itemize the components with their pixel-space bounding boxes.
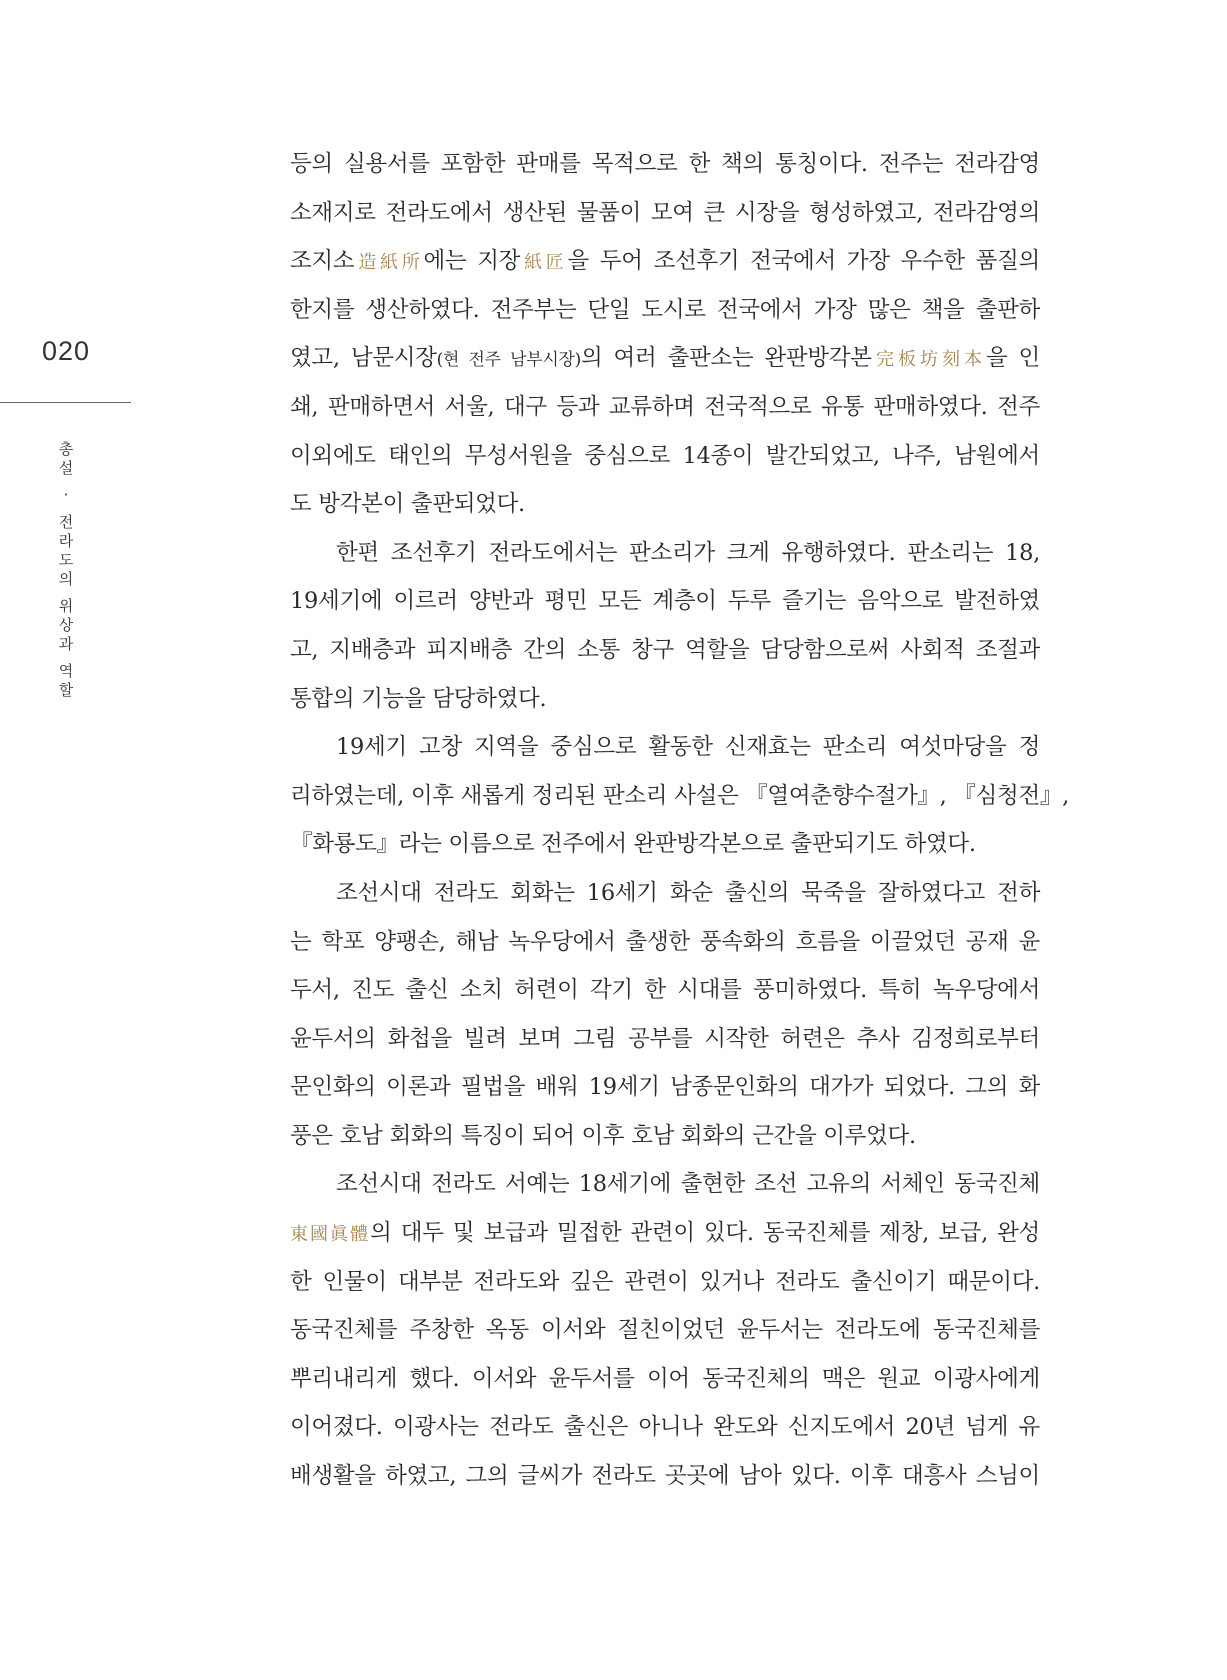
hanja-annotation: 完板坊刻本: [871, 349, 986, 371]
text-line: 문인화의 이론과 필법을 배워 19세기 남종문인화의 대가가 되었다. 그의 화: [290, 1074, 1040, 1101]
text-line: 한 인물이 대부분 전라도와 깊은 관련이 있거나 전라도 출신이기 때문이다.: [290, 1268, 1040, 1295]
text-line: 조지소造紙所에는 지장紙匠을 두어 조선후기 전국에서 가장 우수한 품질의: [290, 248, 1040, 275]
text-line: 東國眞體의 대두 및 보급과 밀접한 관련이 있다. 동국진체를 제창, 보급, 완성: [290, 1220, 1040, 1247]
running-head-char: [56, 505, 76, 513]
running-head-char: [56, 478, 76, 486]
text-line: 소재지로 전라도에서 생산된 물품이 모여 큰 시장을 형성하였고, 전라감영의: [290, 199, 1040, 226]
running-head-char: 총: [58, 440, 74, 458]
text-line: 풍은 호남 회화의 특징이 되어 이후 호남 회화의 근간을 이루었다.: [290, 1122, 916, 1149]
paragraph-first-line: 19세기 고창 지역을 중심으로 활동한 신재효는 판소리 여섯마당을 정: [336, 734, 1040, 761]
text-line: 동국진체를 주창한 옥동 이서와 절친이었던 윤두서는 전라도에 동국진체를: [290, 1317, 1040, 1344]
running-head-char: 도: [58, 551, 74, 569]
text-line: 쇄, 판매하면서 서울, 대구 등과 교류하며 전국적으로 유통 판매하였다. 전주: [290, 393, 1040, 420]
running-head-char: 역: [58, 662, 74, 680]
parenthetical-note: (현 전주 남부시장): [436, 350, 581, 371]
running-head-char: [56, 589, 76, 597]
text-line: 19세기에 이르러 양반과 평민 모든 계층이 두루 즐기는 음악으로 발전하였: [290, 588, 1040, 615]
text-line: 이외에도 태인의 무성서원을 중심으로 14종이 발간되었고, 나주, 남원에서: [290, 442, 1040, 469]
paragraph-first-line: 한편 조선후기 전라도에서는 판소리가 크게 유행하였다. 판소리는 18,: [336, 539, 1040, 566]
paragraph-first-line: 등의 실용서를 포함한 판매를 목적으로 한 책의 통칭이다. 전주는 전라감영: [290, 151, 1040, 177]
hanja-annotation: 造紙所: [354, 252, 424, 274]
text-line: 도 방각본이 출판되었다.: [290, 491, 525, 518]
text-line: 배생활을 하였고, 그의 글씨가 전라도 곳곳에 남아 있다. 이후 대흥사 스님이: [290, 1463, 1040, 1490]
page-number: 020: [42, 336, 91, 366]
running-head-char: ·: [63, 486, 69, 504]
running-head-char: 설: [58, 459, 74, 477]
running-head-char: 위: [58, 597, 74, 615]
text-line: 이어졌다. 이광사는 전라도 출신은 아니나 완도와 신지도에서 20년 넘게 유: [290, 1414, 1040, 1441]
paragraph-first-line: 조선시대 전라도 회화는 16세기 화순 출신의 묵죽을 잘하였다고 전하: [336, 879, 1040, 906]
running-head-char: 의: [58, 570, 74, 588]
text-line: 였고, 남문시장(현 전주 남부시장)의 여러 출판소는 완판방각본完板坊刻本을 인: [290, 345, 1040, 372]
text-line: 는 학포 양팽손, 해남 녹우당에서 출생한 풍속화의 흐름을 이끌었던 공재 윤: [290, 928, 1040, 955]
text-line: 한지를 생산하였다. 전주부는 단일 도시로 전국에서 가장 많은 책을 출판하: [290, 296, 1040, 323]
paragraph-first-line: 조선시대 전라도 서예는 18세기에 출현한 조선 고유의 서체인 동국진체: [336, 1171, 1040, 1198]
running-head-char: 전: [58, 513, 74, 531]
text-line: 윤두서의 화첩을 빌려 보며 그림 공부를 시작한 허련은 추사 김정희로부터: [290, 1025, 1040, 1052]
hanja-annotation: 紙匠: [520, 252, 568, 274]
text-line: 리하였는데, 이후 새롭게 정리된 판소리 사설은 『열여춘향수절가』, 『심청전』,: [290, 782, 1069, 809]
running-head-char: 라: [58, 532, 74, 550]
text-line: 『화룡도』라는 이름으로 전주에서 완판방각본으로 출판되기도 하였다.: [290, 831, 976, 858]
hanja-annotation: 東國眞體: [290, 1224, 371, 1246]
running-head-char: 할: [58, 681, 74, 699]
text-line: 두서, 진도 출신 소치 허련이 각기 한 시대를 풍미하였다. 특히 녹우당에서: [290, 977, 1040, 1004]
text-line: 고, 지배층과 피지배층 간의 소통 창구 역할을 담당함으로써 사회적 조절과: [290, 636, 1040, 663]
margin-rule: [0, 402, 131, 403]
text-line: 통합의 기능을 담당하였다.: [290, 685, 547, 712]
running-head-char: [56, 654, 76, 662]
body-text: [290, 140, 1069, 1501]
running-head-char: 과: [58, 635, 74, 653]
running-head: [56, 440, 76, 700]
text-line: 뿌리내리게 했다. 이서와 윤두서를 이어 동국진체의 맥은 원교 이광사에게: [290, 1365, 1040, 1392]
running-head-char: 상: [58, 616, 74, 634]
